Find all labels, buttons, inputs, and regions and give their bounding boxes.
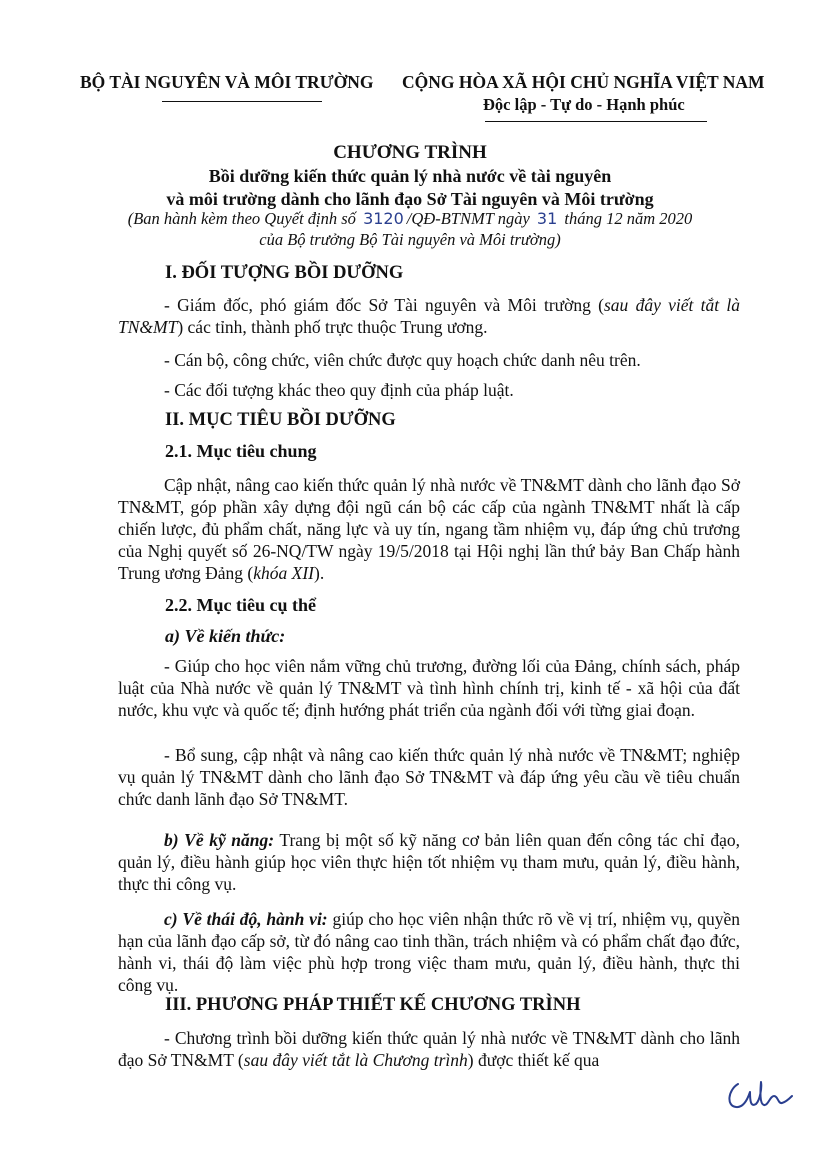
attitude-paragraph: c) Về thái độ, hành vi: giúp cho học viên nhận thức rõ về vị trí, nhiệm vụ, quyền hạn của lãnh đạo cấp sở, từ đó nâng cao tinh thần, trách nhiệm và có phẩm chất đạo đức, hành vi, thái độ làm việc phù hợp trong việc tham mưu, quản lý, điều hành, thực thi công vụ.: [118, 909, 740, 995]
handwritten-day: 31: [536, 209, 558, 228]
motto-underline: [485, 121, 707, 122]
issuance-note-line2: của Bộ trưởng Bộ Tài nguyên và Môi trường): [259, 230, 561, 249]
knowledge-heading: a) Về kiến thức:: [165, 626, 286, 646]
document-title: CHƯƠNG TRÌNH: [333, 142, 487, 163]
subsection-2-1-heading: 2.1. Mục tiêu chung: [165, 441, 317, 461]
section-3-paragraph-1: - Chương trình bồi dưỡng kiến thức quản lý nhà nước về TN&MT dành cho lãnh đạo Sở TN&MT (sau đây viết tắt là Chương trình) được thiết kế qua: [118, 1028, 740, 1070]
ministry-name: BỘ TÀI NGUYÊN VÀ MÔI TRƯỜNG: [80, 72, 374, 92]
issuance-note: (Ban hành kèm theo Quyết định số 3120 /QĐ-BTNMT ngày 31 tháng 12 năm 2020: [127, 209, 693, 228]
subsection-2-2-heading: 2.2. Mục tiêu cụ thể: [165, 595, 316, 615]
republic-name: CỘNG HÒA XÃ HỘI CHỦ NGHĨA VIỆT NAM: [402, 72, 765, 92]
initials-signature-icon: [724, 1074, 794, 1114]
national-motto: Độc lập - Tự do - Hạnh phúc: [483, 95, 685, 114]
section-1-paragraph-2: - Cán bộ, công chức, viên chức được quy hoạch chức danh nêu trên.: [164, 350, 641, 370]
section-1-paragraph-1: - Giám đốc, phó giám đốc Sở Tài nguyên và Môi trường (sau đây viết tắt là TN&MT) các tỉnh, thành phố trực thuộc Trung ương.: [118, 295, 740, 337]
ministry-underline: [162, 101, 322, 102]
section-1-heading: I. ĐỐI TƯỢNG BỒI DƯỠNG: [165, 263, 404, 283]
knowledge-paragraph-1: - Giúp cho học viên nắm vững chủ trương, đường lối của Đảng, chính sách, pháp luật của Nhà nước về quản lý TN&MT và tình hình chính trị, kinh tế - xã hội của đất nước, khu vực và quốc tế; định hướng phát triển của ngành đối với từng giai đoạn.: [118, 656, 740, 720]
document-subtitle-line1: Bồi dưỡng kiến thức quản lý nhà nước về tài nguyên: [208, 166, 612, 186]
skills-paragraph: b) Về kỹ năng: Trang bị một số kỹ năng cơ bản liên quan đến công tác chỉ đạo, quản lý, điều hành giúp học viên thực hiện tốt nhiệm vụ tham mưu, quản lý, điều hành, thực thi công vụ.: [118, 830, 740, 894]
document-subtitle-line2: và môi trường dành cho lãnh đạo Sở Tài nguyên và Môi trường: [166, 189, 654, 209]
section-3-heading: III. PHƯƠNG PHÁP THIẾT KẾ CHƯƠNG TRÌNH: [165, 995, 581, 1015]
section-2-heading: II. MỤC TIÊU BỒI DƯỠNG: [165, 410, 396, 430]
knowledge-paragraph-2: - Bổ sung, cập nhật và nâng cao kiến thức quản lý nhà nước về TN&MT; nghiệp vụ quản lý TN&MT dành cho lãnh đạo Sở TN&MT và đáp ứng yêu cầu về tiêu chuẩn chức danh lãnh đạo Sở TN&MT.: [118, 745, 740, 809]
section-1-paragraph-3: - Các đối tượng khác theo quy định của pháp luật.: [164, 380, 514, 400]
handwritten-decision-number: 3120: [363, 209, 404, 228]
general-objective-paragraph: Cập nhật, nâng cao kiến thức quản lý nhà nước về TN&MT dành cho lãnh đạo Sở TN&MT, góp phần xây dựng đội ngũ cán bộ các cấp của ngành TN&MT nhất là cấp chiến lược, đủ phẩm chất, năng lực và uy tín, ngang tầm nhiệm vụ, đáp ứng chủ trương của Nghị quyết số 26-NQ/TW ngày 19/5/2018 tại Hội nghị lần thứ bảy Ban Chấp hành Trung ương Đảng (khóa XII).: [118, 475, 740, 583]
